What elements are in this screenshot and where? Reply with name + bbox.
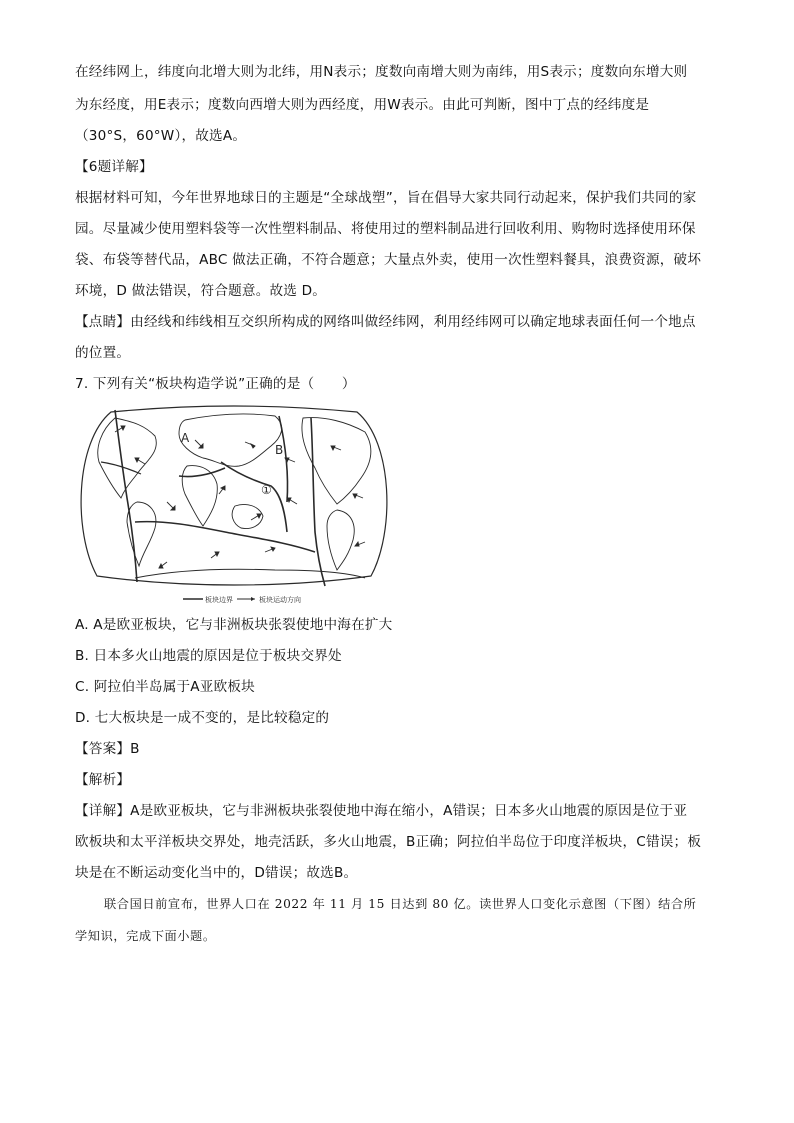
map-label-b: B — [275, 443, 284, 457]
tip-paragraph: 【点睛】由经线和纬线相互交织所构成的网络叫做经纬网，利用经纬网可以确定地球表面任何一个地点 — [75, 314, 696, 330]
paragraph-line: （30°S，60°W），故选A。 — [75, 128, 247, 144]
option-b: B. 日本多火山地震的原因是位于板块交界处 — [75, 648, 342, 664]
plate-tectonics-map — [75, 402, 393, 606]
explanation-line: 欧板块和太平洋板块交界处，地壳活跃，多火山地震，B正确；阿拉伯半岛位于印度洋板块，C错误；板 — [75, 834, 702, 850]
paragraph-line: 园。尽量减少使用塑料袋等一次性塑料制品、将使用过的塑料制品进行回收利用、购物时选择使用环保 — [75, 221, 696, 237]
option-d: D. 七大板块是一成不变的，是比较稳定的 — [75, 710, 330, 726]
question-stem: 7. 下列有关“板块构造学说”正确的是（ ） — [75, 376, 356, 392]
legend-arrow-icon — [251, 597, 255, 601]
legend-motion-label: 板块运动方向 — [259, 596, 301, 604]
analysis-heading: 【解析】 — [75, 772, 131, 788]
legend-boundary-label: 板块边界 — [205, 596, 233, 604]
intro-paragraph: 联合国日前宣布，世界人口在 2022 年 11 月 15 日达到 80 亿。读世界人口变化示意图（下图）结合所 — [104, 897, 697, 911]
paragraph-line: 在经纬网上，纬度向北增大则为北纬，用N表示；度数向南增大则为南纬，用S表示；度数向东增大则 — [75, 64, 688, 80]
explanation-line: 块是在不断运动变化当中的，D错误；故选B。 — [75, 865, 358, 881]
map-label-circle-one: ① — [261, 483, 272, 497]
world-plate-map-figure — [75, 402, 393, 606]
intro-paragraph: 学知识，完成下面小题。 — [75, 929, 216, 943]
paragraph-line: 根据材料可知，今年世界地球日的主题是“全球战塑”，旨在倡导大家共同行动起来，保护我们共同的家 — [75, 190, 697, 206]
option-a: A. A是欧亚板块，它与非洲板块张裂使地中海在扩大 — [75, 617, 393, 633]
map-label-a: A — [181, 431, 190, 445]
tip-paragraph: 的位置。 — [75, 345, 131, 361]
section-heading: 【6题详解】 — [75, 159, 153, 175]
answer-line: 【答案】B — [75, 741, 140, 757]
paragraph-line: 袋、布袋等替代品，ABC 做法正确，不符合题意；大量点外卖，使用一次性塑料餐具，浪费资源，破坏 — [75, 252, 702, 268]
paragraph-line: 为东经度，用E表示；度数向西增大则为西经度，用W表示。由此可判断，图中丁点的经纬度是 — [75, 97, 650, 113]
explanation-line: 【详解】A是欧亚板块，它与非洲板块张裂使地中海在缩小，A错误；日本多火山地震的原因是位于亚 — [75, 803, 688, 819]
option-c: C. 阿拉伯半岛属于A亚欧板块 — [75, 679, 255, 695]
paragraph-line: 环境，D 做法错误，符合题意。故选 D。 — [75, 283, 327, 299]
